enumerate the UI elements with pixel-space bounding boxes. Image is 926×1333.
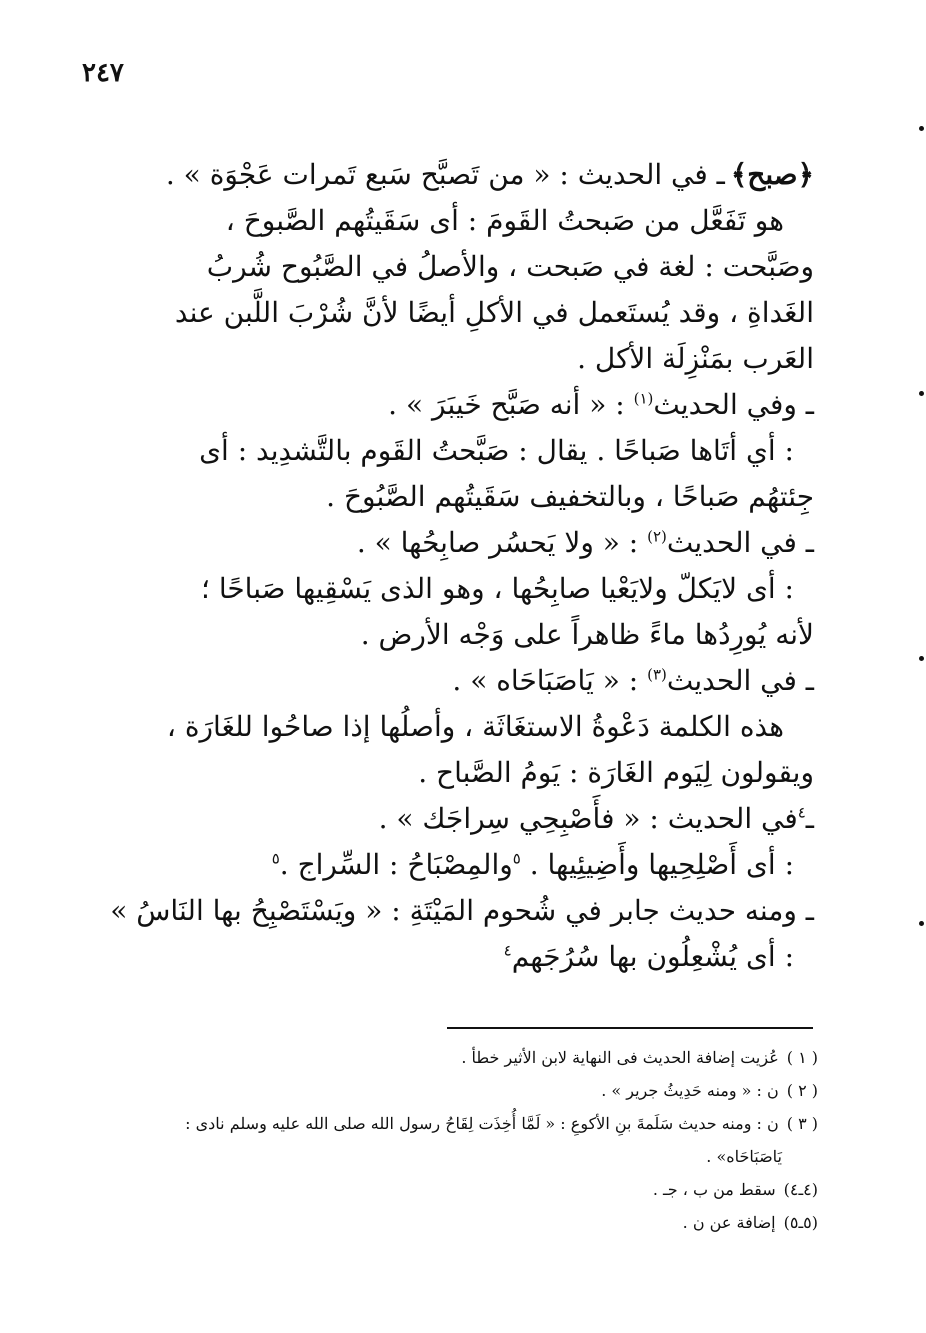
text-line: ـ في الحديث$^{(٢)}$ : « ولا يَحسُر صابِحُها » . — [356, 526, 814, 559]
text-line: جِئتهُم صَباحًا ، وبالتخفيف سَقَيتُهم الصَّبُوحَ . — [326, 480, 814, 513]
footnote-number: (٤ـ٤) — [783, 1180, 818, 1199]
margin-dot — [919, 391, 924, 396]
footnote-number: (٥ـ٥) — [783, 1213, 818, 1232]
footnote-continuation: يَاصَبَاحَاه» . — [706, 1147, 782, 1166]
text-line: هذه الكلمة دَعْوةُ الاستغَاثَة ، وأصلُها إذا صاحُوا للغَارَة ، — [166, 710, 784, 743]
text-line: ـ في الحديث$^{(٣)}$ : « يَاصَبَاحَاه » . — [452, 664, 814, 697]
footnote-marker: ٤ — [797, 803, 806, 822]
text-line: ـ وفي الحديث$^{(١)}$ : « أنه صَبَّح خَيبَرَ » . — [388, 388, 814, 421]
footnotes — [72, 1043, 818, 1241]
footnote-marker: (٣) — [647, 665, 667, 684]
footnote-number: ( ٢ ) — [786, 1081, 818, 1100]
footnote: ( ٣ )ن : ومنه حديث سَلَمةَ بنِ الأكوعِ : « لَمَّا أُخِذَت لِقَاحُ رسول الله صلى الله عليه وسلم نادى : — [185, 1114, 818, 1133]
footnote-marker: (٢) — [647, 527, 667, 546]
footnote-marker: ٥ — [512, 849, 521, 868]
text-line: : أى لايَكلّ ولايَعْيا صابِحُها ، وهو الذى يَسْقِيها صَباحًا ؛ — [201, 572, 794, 605]
footnote-marker: ٥ — [271, 849, 280, 868]
margin-dot — [919, 921, 924, 926]
margin-dot — [919, 656, 924, 661]
text-line: ـ ومنه حديث جابر في شُحوم المَيْتَةِ : « ويَسْتَصْبِحُ بها النَاسُ » — [110, 894, 814, 927]
text-line: : أى يُشْعِلُون بها سُرُجَهم$^٤$ — [503, 940, 794, 973]
footnote: ( ٢ )ن : « ومنه حَدِيثُ جرير » . — [601, 1081, 818, 1100]
main-text — [70, 152, 814, 980]
text-line: هو تَفَعَّل من صَبحتُ القَومَ : أى سَقَيتُهم الصَّبوحَ ، — [225, 204, 784, 237]
footnote-divider — [447, 1027, 813, 1029]
footnote: (٥ـ٥)إضافة عن ن . — [682, 1213, 818, 1232]
page-number: ٢٤٧ — [82, 58, 124, 88]
footnote: ( ١ )عُزيت إضافة الحديث فى النهاية لابن الأثير خطأ . — [461, 1048, 818, 1067]
footnote-marker: ٤ — [503, 941, 512, 960]
entry-heading: ﴿صبح﴾ — [730, 158, 814, 191]
text-line: : أى أَصْلِحِيها وأَضِيئِيها . $^٥$والمِصْبَاحُ : السِّراج .$^٥$ — [271, 848, 794, 881]
text-line: لأنه يُورِدُها ماءً ظاهراً على وَجْه الأرض . — [360, 618, 814, 651]
text-line: ويقولون لِيَوم الغَارَة : يَومُ الصَّباح . — [418, 756, 814, 789]
text-line: الغَداةِ ، وقد يُستَعمل في الأكلِ أيضًا لأنَّ شُرْبَ اللَّبن عند — [174, 296, 814, 329]
text-line: ـ$^٤$في الحديث : « فأَصْبِحِي سِراجَك » . — [378, 802, 814, 835]
footnote-number: ( ١ ) — [786, 1048, 818, 1067]
text-line: وصَبَّحت : لغة في صَبحت ، والأصلُ في الصَّبُوح شُربُ — [206, 250, 814, 283]
text-line: العَرب بمَنْزِلَة الأكل . — [577, 342, 814, 375]
footnote-number: ( ٣ ) — [786, 1114, 818, 1133]
footnote-marker: (١) — [633, 389, 654, 408]
margin-dot — [919, 126, 924, 131]
footnote: (٤ـ٤)سقط من ب ، جـ . — [652, 1180, 818, 1199]
text-line: : أي أتَاها صَباحًا . يقال : صَبَّحتُ القَوم بالتَّشدِيد : أى — [199, 434, 794, 467]
text-line: ﴿صبح﴾ـ في الحديث : « من تَصبَّح سَبع تَمرات عَجْوَة » . — [165, 158, 814, 191]
